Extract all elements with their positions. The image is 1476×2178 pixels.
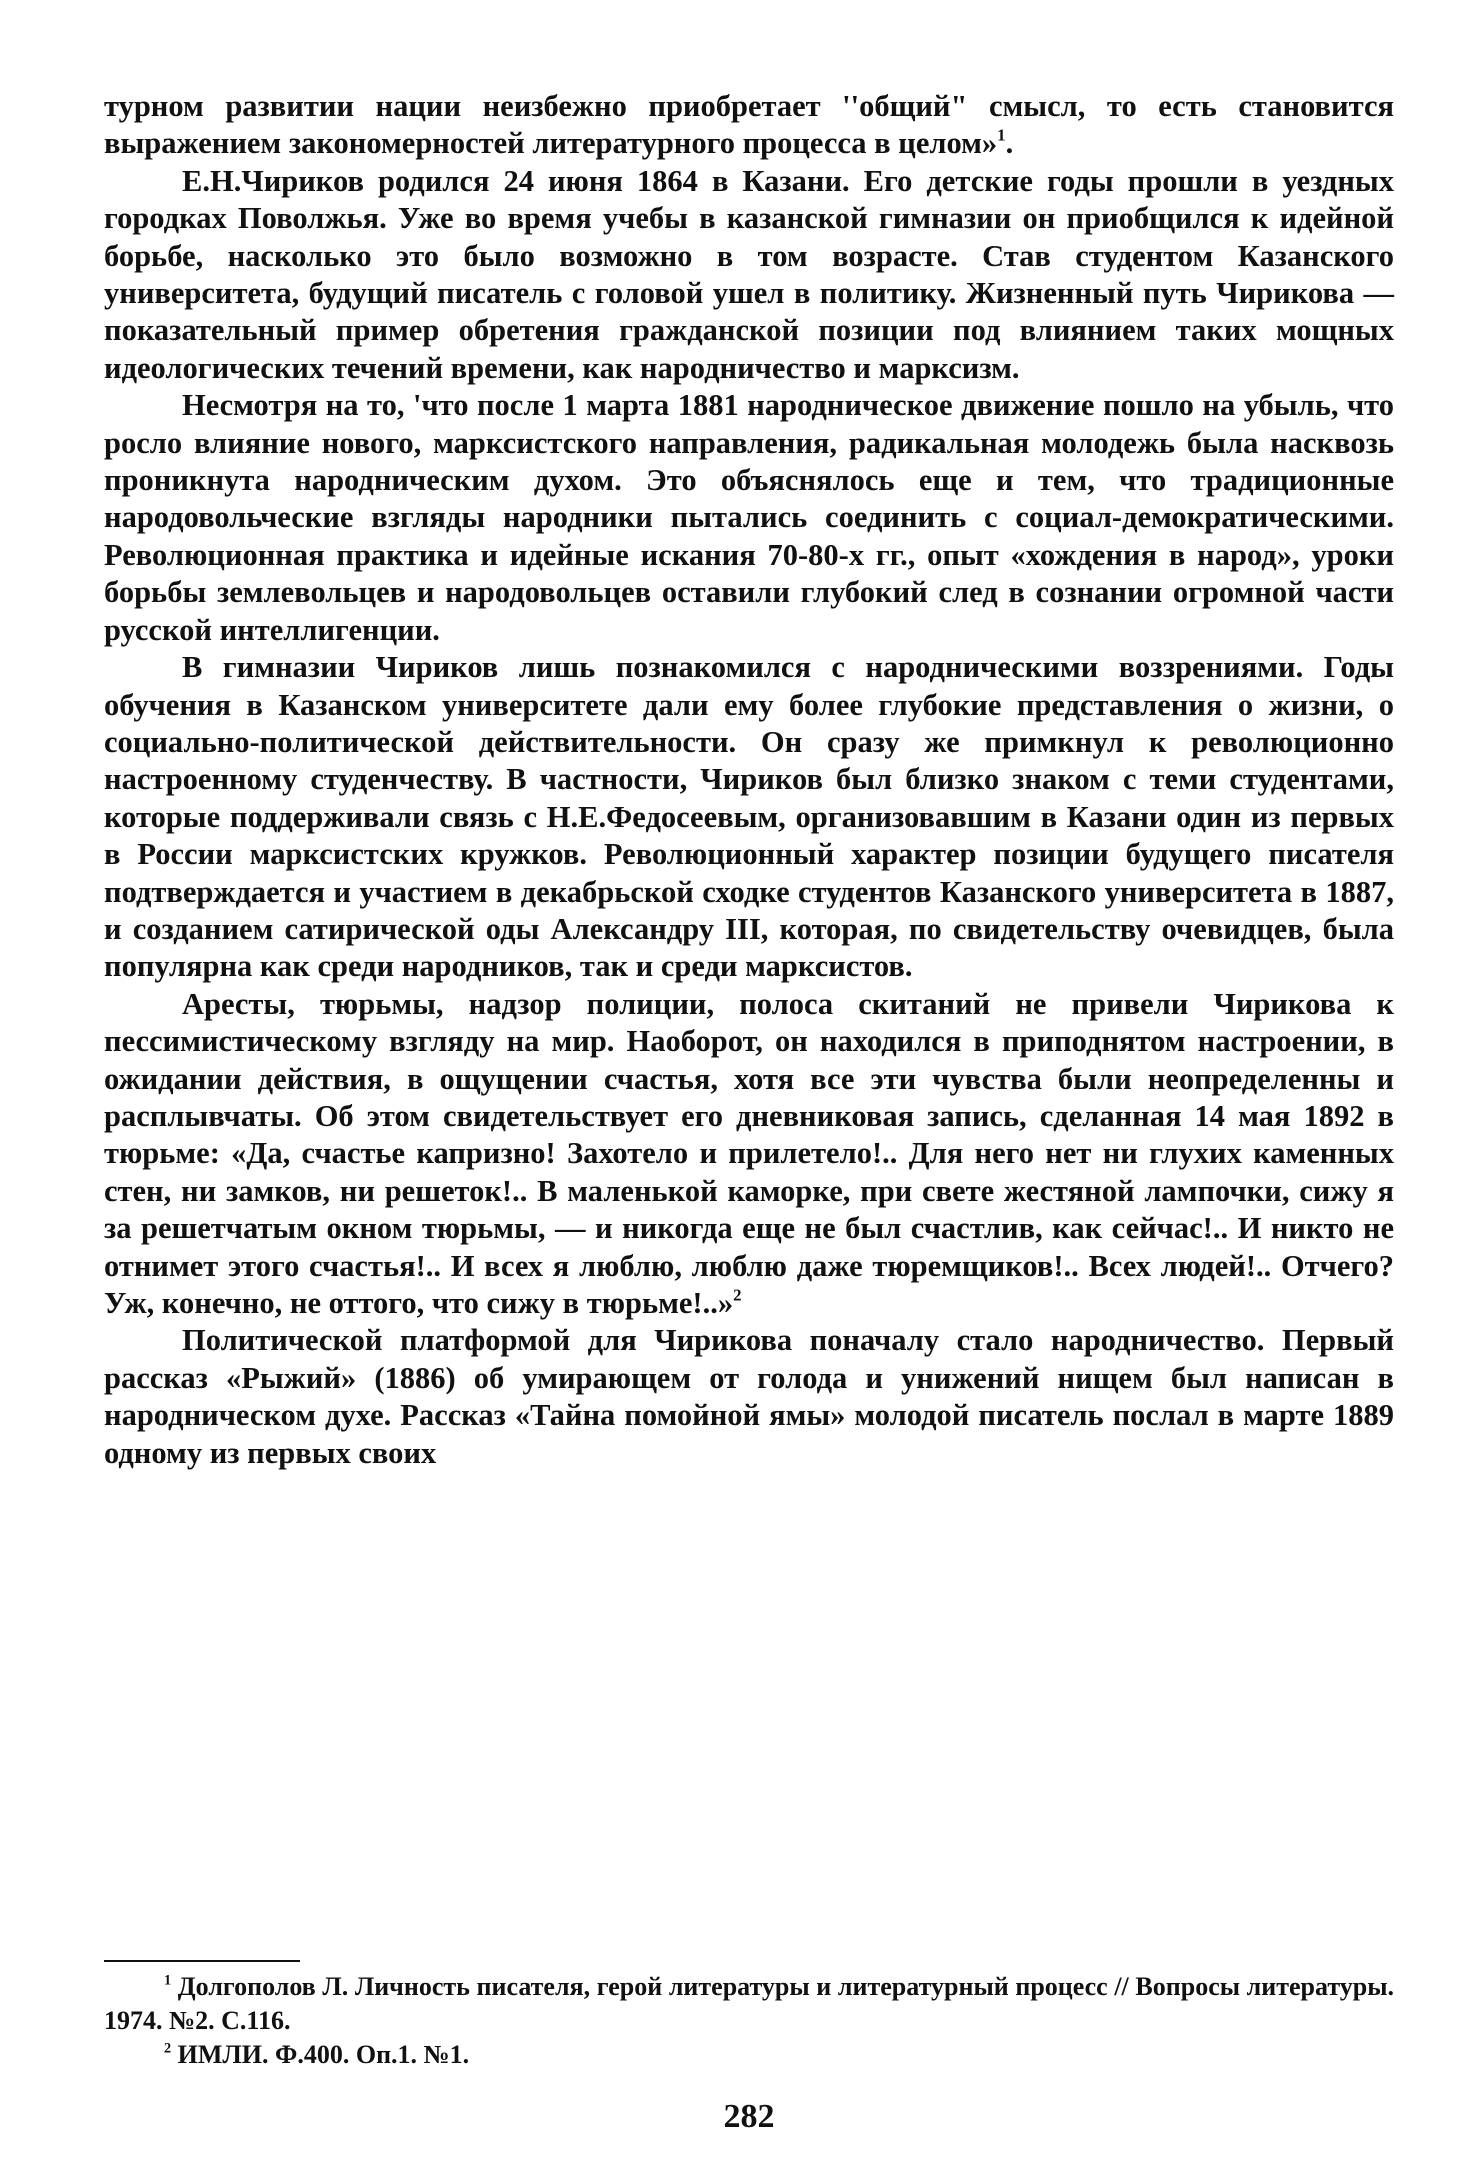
book-page <box>104 88 1394 2138</box>
footnote-2 <box>104 2038 1394 2072</box>
paragraph-2 <box>104 163 1394 387</box>
footnote-text: Долгополов Л. Личность писателя, герой литературы и литературный процесс // Вопросы литературы. 1974. №2. С.116. <box>104 1972 1395 2035</box>
paragraph-3 <box>104 387 1394 649</box>
footnote-1 <box>104 1970 1394 2038</box>
paragraph-text: В гимназии Чириков лишь познакомился с народническими воззрениями. Годы обучения в Казанском университете дали ему более глубокие представления о жизни, о социально-политической действительности. Он сразу же примкнул к революционно настроенному студенчеству. В частности, Чириков был близко знаком с теми студентами, которые поддерживали связь с Н.Е.Федосеевым, организовавшим в Казани один из первых в России марксистских кружков. Революционный характер позиции будущего писателя подтверждается и участием в декабрьской сходке студентов Казанского университета в 1887, и созданием сатирической оды Александру III, которая, по свидетельству очевидцев, была популярна как среди народников, так и среди марксистов. <box>104 650 1394 984</box>
paragraph-5 <box>104 986 1394 1323</box>
paragraph-text: Аресты, тюрьмы, надзор полиции, полоса скитаний не привели Чирикова к пессимистическому взгляду на мир. Наоборот, он находился в приподнятом настроении, в ожидании действия, в ощущении счастья, хотя все эти чувства были неопределенны и расплывчаты. Об этом свидетельствует его дневниковая запись, сделанная 14 мая 1892 в тюрьме: «Да, счастье капризно! Захотело и прилетело!.. Для него нет ни глухих каменных стен, ни замков, ни решеток!.. В маленькой каморке, при свете жестяной лампочки, сижу я за решетчатым окном тюрьмы, — и никогда еще не был счастлив, как сейчас!.. И никто не отнимет этого счастья!.. И всех я люблю, люблю даже тюремщиков!.. Всех людей!.. Отчего? Уж, конечно, не оттого, что сижу в тюрьме!..» <box>104 986 1394 1320</box>
paragraph-1 <box>104 88 1394 163</box>
paragraph-text: Е.Н.Чириков родился 24 июня 1864 в Казани. Его детские годы прошли в уездных городках Поволжья. Уже во время учебы в казанской гимназии он приобщился к идейной борьбе, насколько это было возможно в том возрасте. Став студентом Казанского университета, будущий писатель с головой ушел в политику. Жизненный путь Чирикова — показательный пример обретения гражданской позиции под влиянием таких мощных идеологических течений времени, как народничество и марксизм. <box>104 163 1394 385</box>
paragraph-text: Несмотря на то, 'что после 1 марта 1881 народническое движение пошло на убыль, что росло влияние нового, марксистского направления, радикальная молодежь была насквозь проникнута народническим духом. Это объяснялось еще и тем, что традиционные народовольческие взгляды народники пытались соединить с социал-демократическими. Революционная практика и идейные искания 70-80-х гг., опыт «хождения в народ», уроки борьбы землевольцев и народовольцев оставили глубокий след в сознании огромной части русской интеллигенции. <box>104 388 1394 647</box>
footnote-text: ИМЛИ. Ф.400. Оп.1. №1. <box>177 2040 470 2069</box>
footnotes <box>104 1970 1394 2072</box>
footnote-mark: 1 <box>164 1972 172 1989</box>
page-number: 282 <box>723 2098 775 2135</box>
paragraph-text: Политической платформой для Чирикова поначалу стало народничество. Первый рассказ «Рыжий» (1886) об умирающем от голода и унижений нищем был написан в народническом духе. Рассказ «Тайна помойной ямы» молодой писатель послал в марте 1889 одному из первых своих <box>104 1323 1394 1470</box>
footnote-ref-2: 2 <box>733 1285 742 1305</box>
main-text <box>104 88 1394 1472</box>
paragraph-6 <box>104 1322 1394 1472</box>
footnote-divider <box>104 1960 300 1962</box>
paragraph-text: турном развитии нации неизбежно приобретает ''общий" смысл, то есть становится выражением закономерностей литературного процесса в целом» <box>104 89 1394 161</box>
footnote-mark: 2 <box>164 2040 172 2057</box>
paragraph-tail: . <box>1005 126 1014 161</box>
footnote-ref-1: 1 <box>997 125 1006 145</box>
paragraph-4 <box>104 649 1394 986</box>
